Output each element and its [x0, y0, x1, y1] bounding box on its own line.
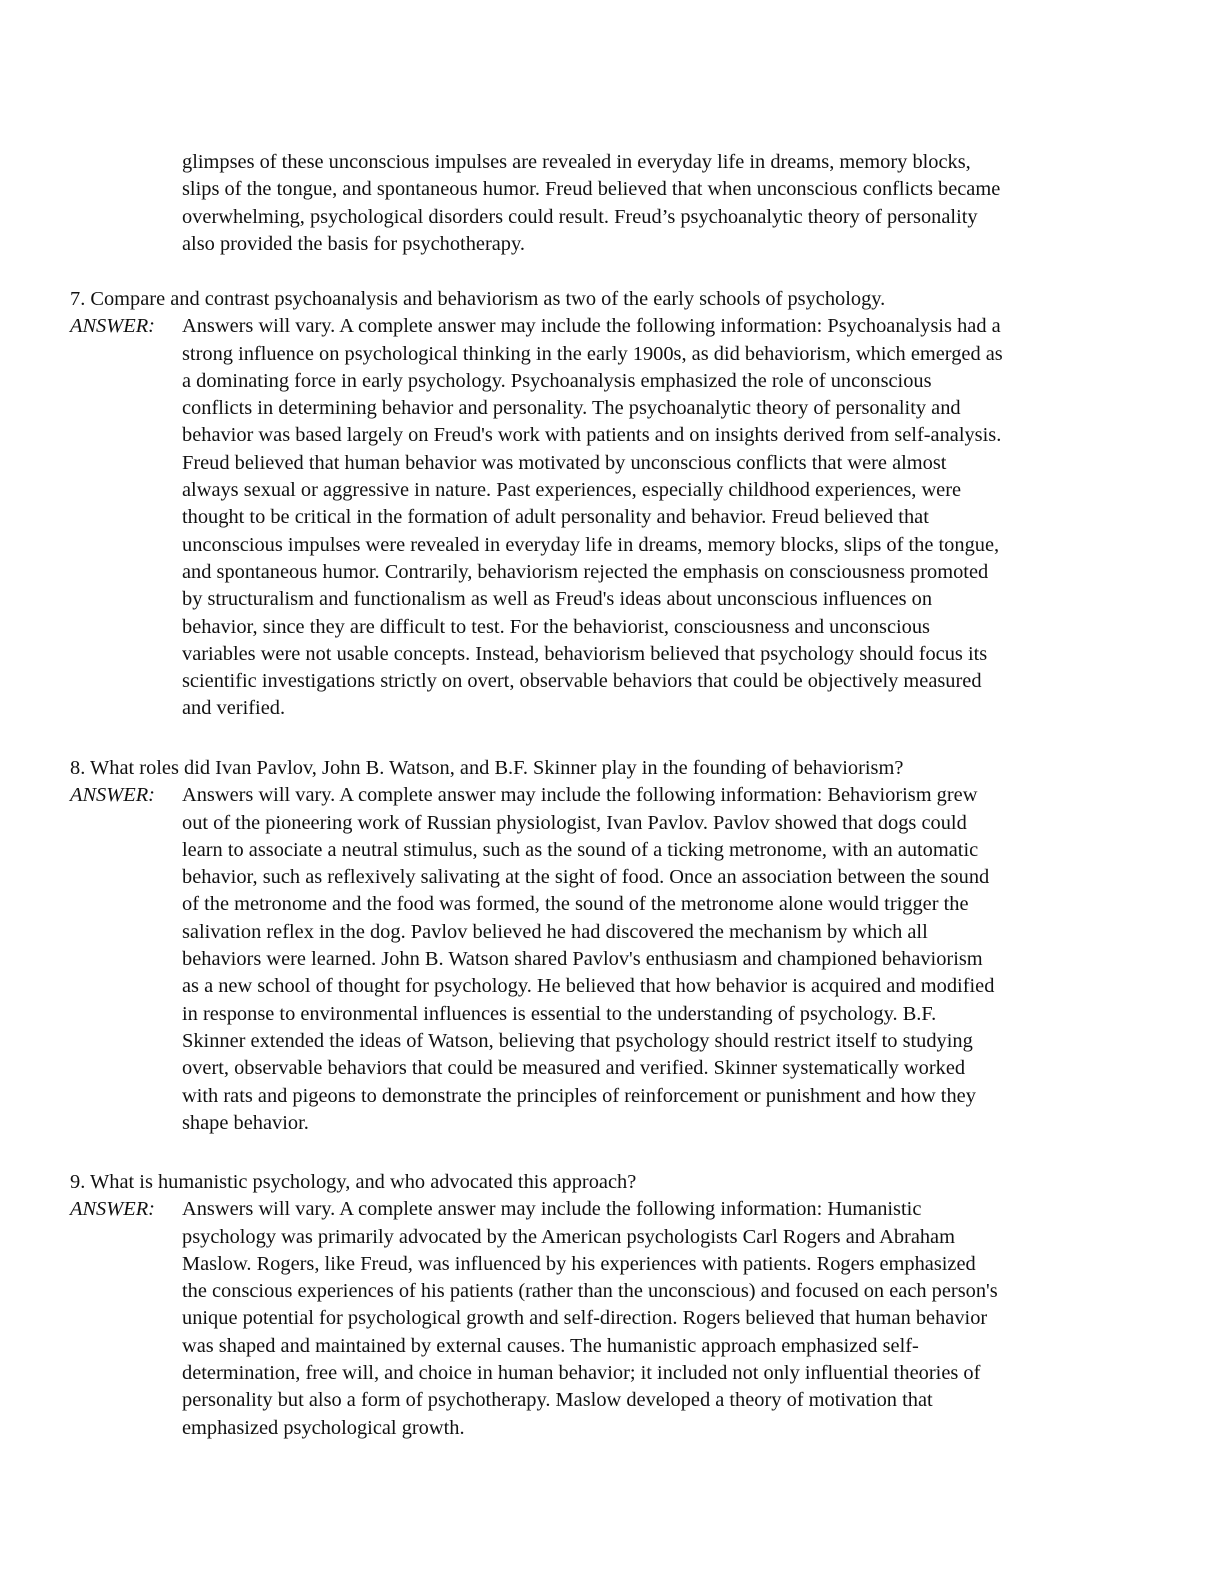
- answer-row: [70, 1196, 1150, 1442]
- text-line: in response to environmental influences is essential to the understanding of psychology. B.F.: [182, 1002, 937, 1025]
- text-line: of the metronome and the food was formed, the sound of the metronome alone would trigger the: [182, 893, 969, 916]
- text-line: slips of the tongue, and spontaneous humor. Freud believed that when unconscious conflicts became: [182, 178, 1001, 201]
- text-line: overt, observable behaviors that could be measured and verified. Skinner systematically worked: [182, 1057, 966, 1080]
- question-block-8: [70, 755, 1150, 1137]
- text-line: Answers will vary. A complete answer may include the following information: Psychoanalysis had a: [182, 315, 1001, 338]
- text-line: scientific investigations strictly on overt, observable behaviors that could be objectively measured: [182, 670, 982, 693]
- continued-answer-text: [182, 149, 1144, 258]
- text-line: shape behavior.: [182, 1111, 309, 1134]
- answer-label: ANSWER:: [70, 784, 155, 807]
- answer-row: [70, 782, 1150, 1137]
- text-line: also provided the basis for psychotherapy.: [182, 232, 525, 255]
- answer-text: [182, 1196, 1144, 1442]
- text-line: by structuralism and functionalism as well as Freud's ideas about unconscious influences on: [182, 588, 933, 611]
- text-line: overwhelming, psychological disorders could result. Freud’s psychoanalytic theory of personality: [182, 205, 978, 228]
- text-line: Freud believed that human behavior was motivated by unconscious conflicts that were almost: [182, 451, 947, 474]
- text-line: as a new school of thought for psychology. He believed that how behavior is acquired and modified: [182, 975, 995, 998]
- answer-label: ANSWER:: [70, 315, 155, 338]
- text-line: emphasized psychological growth.: [182, 1416, 465, 1439]
- text-line: Skinner extended the ideas of Watson, believing that psychology should restrict itself to studying: [182, 1029, 973, 1052]
- text-line: behavior, such as reflexively salivating at the sight of food. Once an association between the sound: [182, 866, 990, 889]
- text-line: Answers will vary. A complete answer may include the following information: Humanistic: [182, 1198, 922, 1221]
- answer-label: ANSWER:: [70, 1198, 155, 1221]
- question-block-7: [70, 286, 1150, 723]
- question-text: 8. What roles did Ivan Pavlov, John B. Watson, and B.F. Skinner play in the founding of behaviorism?: [70, 757, 904, 779]
- text-line: out of the pioneering work of Russian physiologist, Ivan Pavlov. Pavlov showed that dogs could: [182, 811, 967, 834]
- text-line: behavior was based largely on Freud's work with patients and on insights derived from self-analysis.: [182, 424, 1002, 447]
- text-line: and verified.: [182, 697, 286, 720]
- text-line: a dominating force in early psychology. Psychoanalysis emphasized the role of unconscious: [182, 369, 932, 392]
- text-line: with rats and pigeons to demonstrate the principles of reinforcement or punishment and how they: [182, 1084, 976, 1107]
- text-line: thought to be critical in the formation of adult personality and behavior. Freud believed that: [182, 506, 929, 529]
- question-text: 9. What is humanistic psychology, and who advocated this approach?: [70, 1171, 637, 1193]
- text-line: variables were not usable concepts. Instead, behaviorism believed that psychology should focus its: [182, 642, 988, 665]
- text-line: glimpses of these unconscious impulses are revealed in everyday life in dreams, memory blocks,: [182, 151, 971, 173]
- question-block-9: [70, 1169, 1150, 1442]
- answer-text: [182, 782, 1144, 1137]
- text-line: behaviors were learned. John B. Watson shared Pavlov's enthusiasm and championed behaviorism: [182, 948, 983, 971]
- text-line: always sexual or aggressive in nature. Past experiences, especially childhood experiences, were: [182, 479, 962, 502]
- text-line: behavior, since they are difficult to test. For the behaviorist, consciousness and unconscious: [182, 615, 930, 638]
- text-line: conflicts in determining behavior and personality. The psychoanalytic theory of personality and: [182, 397, 961, 420]
- text-line: the conscious experiences of his patients (rather than the unconscious) and focused on each person's: [182, 1280, 998, 1303]
- text-line: determination, free will, and choice in human behavior; it included not only influential theories of: [182, 1362, 981, 1385]
- text-line: and spontaneous humor. Contrarily, behaviorism rejected the emphasis on consciousness promoted: [182, 560, 989, 583]
- text-line: unique potential for psychological growth and self-direction. Rogers believed that human behavior: [182, 1307, 988, 1330]
- text-line: salivation reflex in the dog. Pavlov believed he had discovered the mechanism by which all: [182, 920, 928, 943]
- answer-row: [70, 313, 1150, 722]
- text-line: unconscious impulses were revealed in everyday life in dreams, memory blocks, slips of the tongue,: [182, 533, 1000, 556]
- text-line: personality but also a form of psychotherapy. Maslow developed a theory of motivation that: [182, 1389, 933, 1412]
- question-text: 7. Compare and contrast psychoanalysis and behaviorism as two of the early schools of psychology.: [70, 288, 886, 310]
- text-line: Answers will vary. A complete answer may include the following information: Behaviorism grew: [182, 784, 978, 807]
- text-line: was shaped and maintained by external causes. The humanistic approach emphasized self-: [182, 1334, 919, 1357]
- answer-text: [182, 313, 1144, 722]
- text-line: learn to associate a neutral stimulus, such as the sound of a ticking metronome, with an automatic: [182, 838, 979, 861]
- text-line: psychology was primarily advocated by the American psychologists Carl Rogers and Abraham: [182, 1225, 955, 1248]
- text-line: Maslow. Rogers, like Freud, was influenced by his experiences with patients. Rogers emphasized: [182, 1252, 976, 1275]
- text-line: strong influence on psychological thinking in the early 1900s, as did behaviorism, which emerged as: [182, 342, 1003, 365]
